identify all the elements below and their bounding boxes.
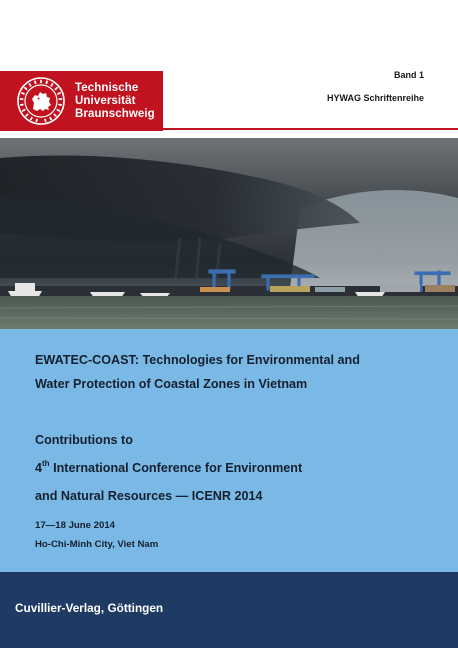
- project-title: [35, 348, 360, 396]
- conference-ordinal: 4: [35, 461, 43, 475]
- info-panel: [0, 329, 458, 572]
- university-name-line: Universität: [75, 94, 136, 107]
- project-title-line: EWATEC-COAST: Technologies for Environmental and: [35, 353, 360, 367]
- conference-title: [35, 426, 302, 510]
- contributions-label: Contributions to: [35, 433, 133, 447]
- university-name-line: Technische: [75, 81, 139, 94]
- university-seal-icon: [16, 76, 66, 126]
- publisher-name: Cuvillier-Verlag, Göttingen: [15, 601, 164, 615]
- event-details: [35, 516, 158, 554]
- volume-label: Band 1: [393, 70, 424, 80]
- university-name: [75, 82, 155, 121]
- conference-name-rest: International Conference for Environment: [49, 461, 303, 475]
- publisher-footer: [0, 572, 458, 648]
- conference-name-line: [35, 454, 302, 482]
- university-name-line: Braunschweig: [75, 107, 155, 120]
- series-label: HYWAG Schriftenreihe: [326, 93, 424, 103]
- university-logo: [0, 71, 163, 131]
- conference-name-line-2: and Natural Resources — ICENR 2014: [35, 489, 263, 503]
- project-title-line: Water Protection of Coastal Zones in Vietnam: [35, 377, 308, 391]
- conference-ordinal-suffix: th: [42, 459, 50, 468]
- cover-photo: [0, 138, 458, 329]
- header-divider: [163, 128, 458, 130]
- event-date: 17—18 June 2014: [35, 520, 116, 531]
- event-location: Ho-Chi-Minh City, Viet Nam: [35, 539, 159, 550]
